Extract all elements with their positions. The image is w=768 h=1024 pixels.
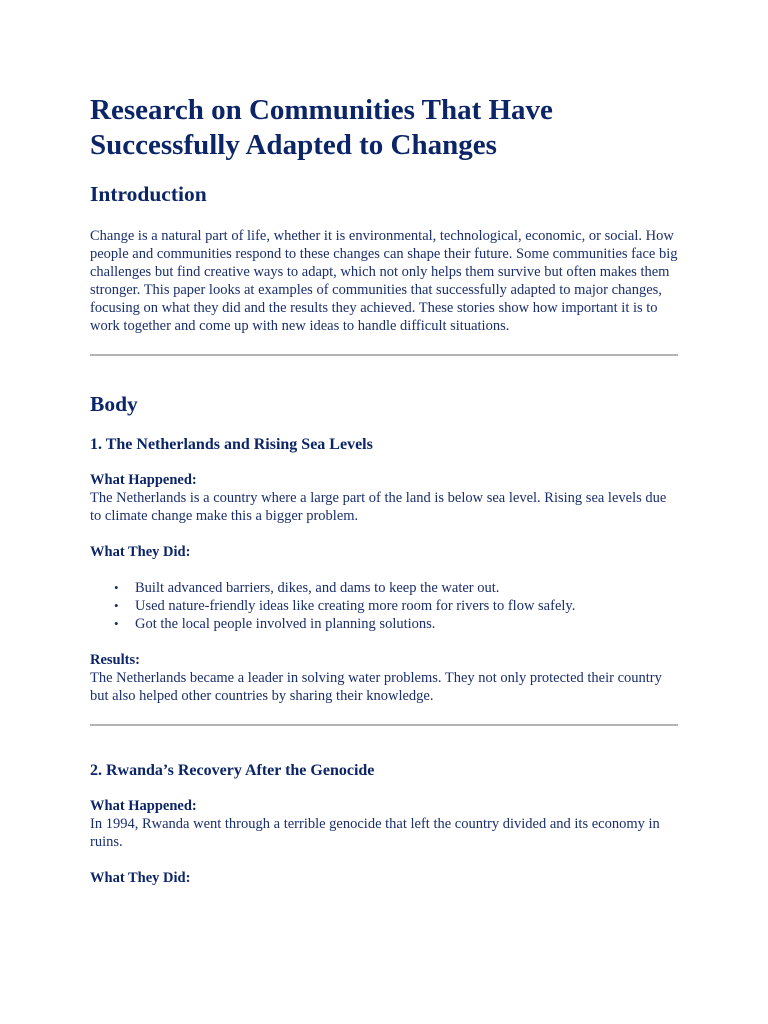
what-happened-label: What Happened: — [90, 798, 197, 814]
results-label: Results: — [90, 652, 140, 668]
actions-list — [90, 579, 678, 633]
what-happened-text: In 1994, Rwanda went through a terrible genocide that left the country divided and its economy in ruins. — [90, 816, 660, 850]
section-divider — [90, 724, 678, 726]
section-netherlands — [90, 435, 678, 705]
what-happened-label: What Happened: — [90, 472, 197, 488]
what-they-did-label: What They Did: — [90, 544, 191, 560]
results-text: The Netherlands became a leader in solving water problems. They not only protected their country but also helped other countries by sharing their knowledge. — [90, 670, 662, 704]
section-divider — [90, 354, 678, 356]
list-item: • Built advanced barriers, dikes, and dams to keep the water out. — [135, 579, 678, 597]
section-heading: 2. Rwanda’s Recovery After the Genocide — [90, 762, 375, 779]
body-heading: Body — [90, 392, 138, 416]
intro-heading: Introduction — [90, 182, 207, 206]
intro-paragraph: Change is a natural part of life, whether it is environmental, technological, economic, or social. How people and communities respond to these changes can shape their future. Some communities face big challenges but find creative ways to adapt, which not only helps them survive but often makes them stronger. This paper looks at examples of communities that successfully adapted to major changes, focusing on what they did and the results they achieved. These stories show how important it is to work together and come up with new ideas to handle difficult situations. — [90, 228, 678, 334]
results-block — [90, 651, 678, 705]
what-they-did-label: What They Did: — [90, 870, 191, 886]
what-happened-text: The Netherlands is a country where a large part of the land is below sea level. Rising sea levels due to climate change make this a bigger problem. — [90, 490, 667, 524]
what-they-did-block — [90, 543, 678, 561]
what-happened-block — [90, 797, 678, 851]
document-title: Research on Communities That Have Successfully Adapted to Changes — [90, 94, 553, 161]
list-item: • Used nature-friendly ideas like creating more room for rivers to flow safely. — [135, 597, 678, 615]
section-heading: 1. The Netherlands and Rising Sea Levels — [90, 436, 373, 453]
section-rwanda — [90, 761, 678, 887]
what-they-did-block — [90, 869, 678, 887]
what-happened-block — [90, 471, 678, 525]
list-item: • Got the local people involved in planning solutions. — [135, 615, 678, 633]
document-page — [90, 93, 678, 905]
